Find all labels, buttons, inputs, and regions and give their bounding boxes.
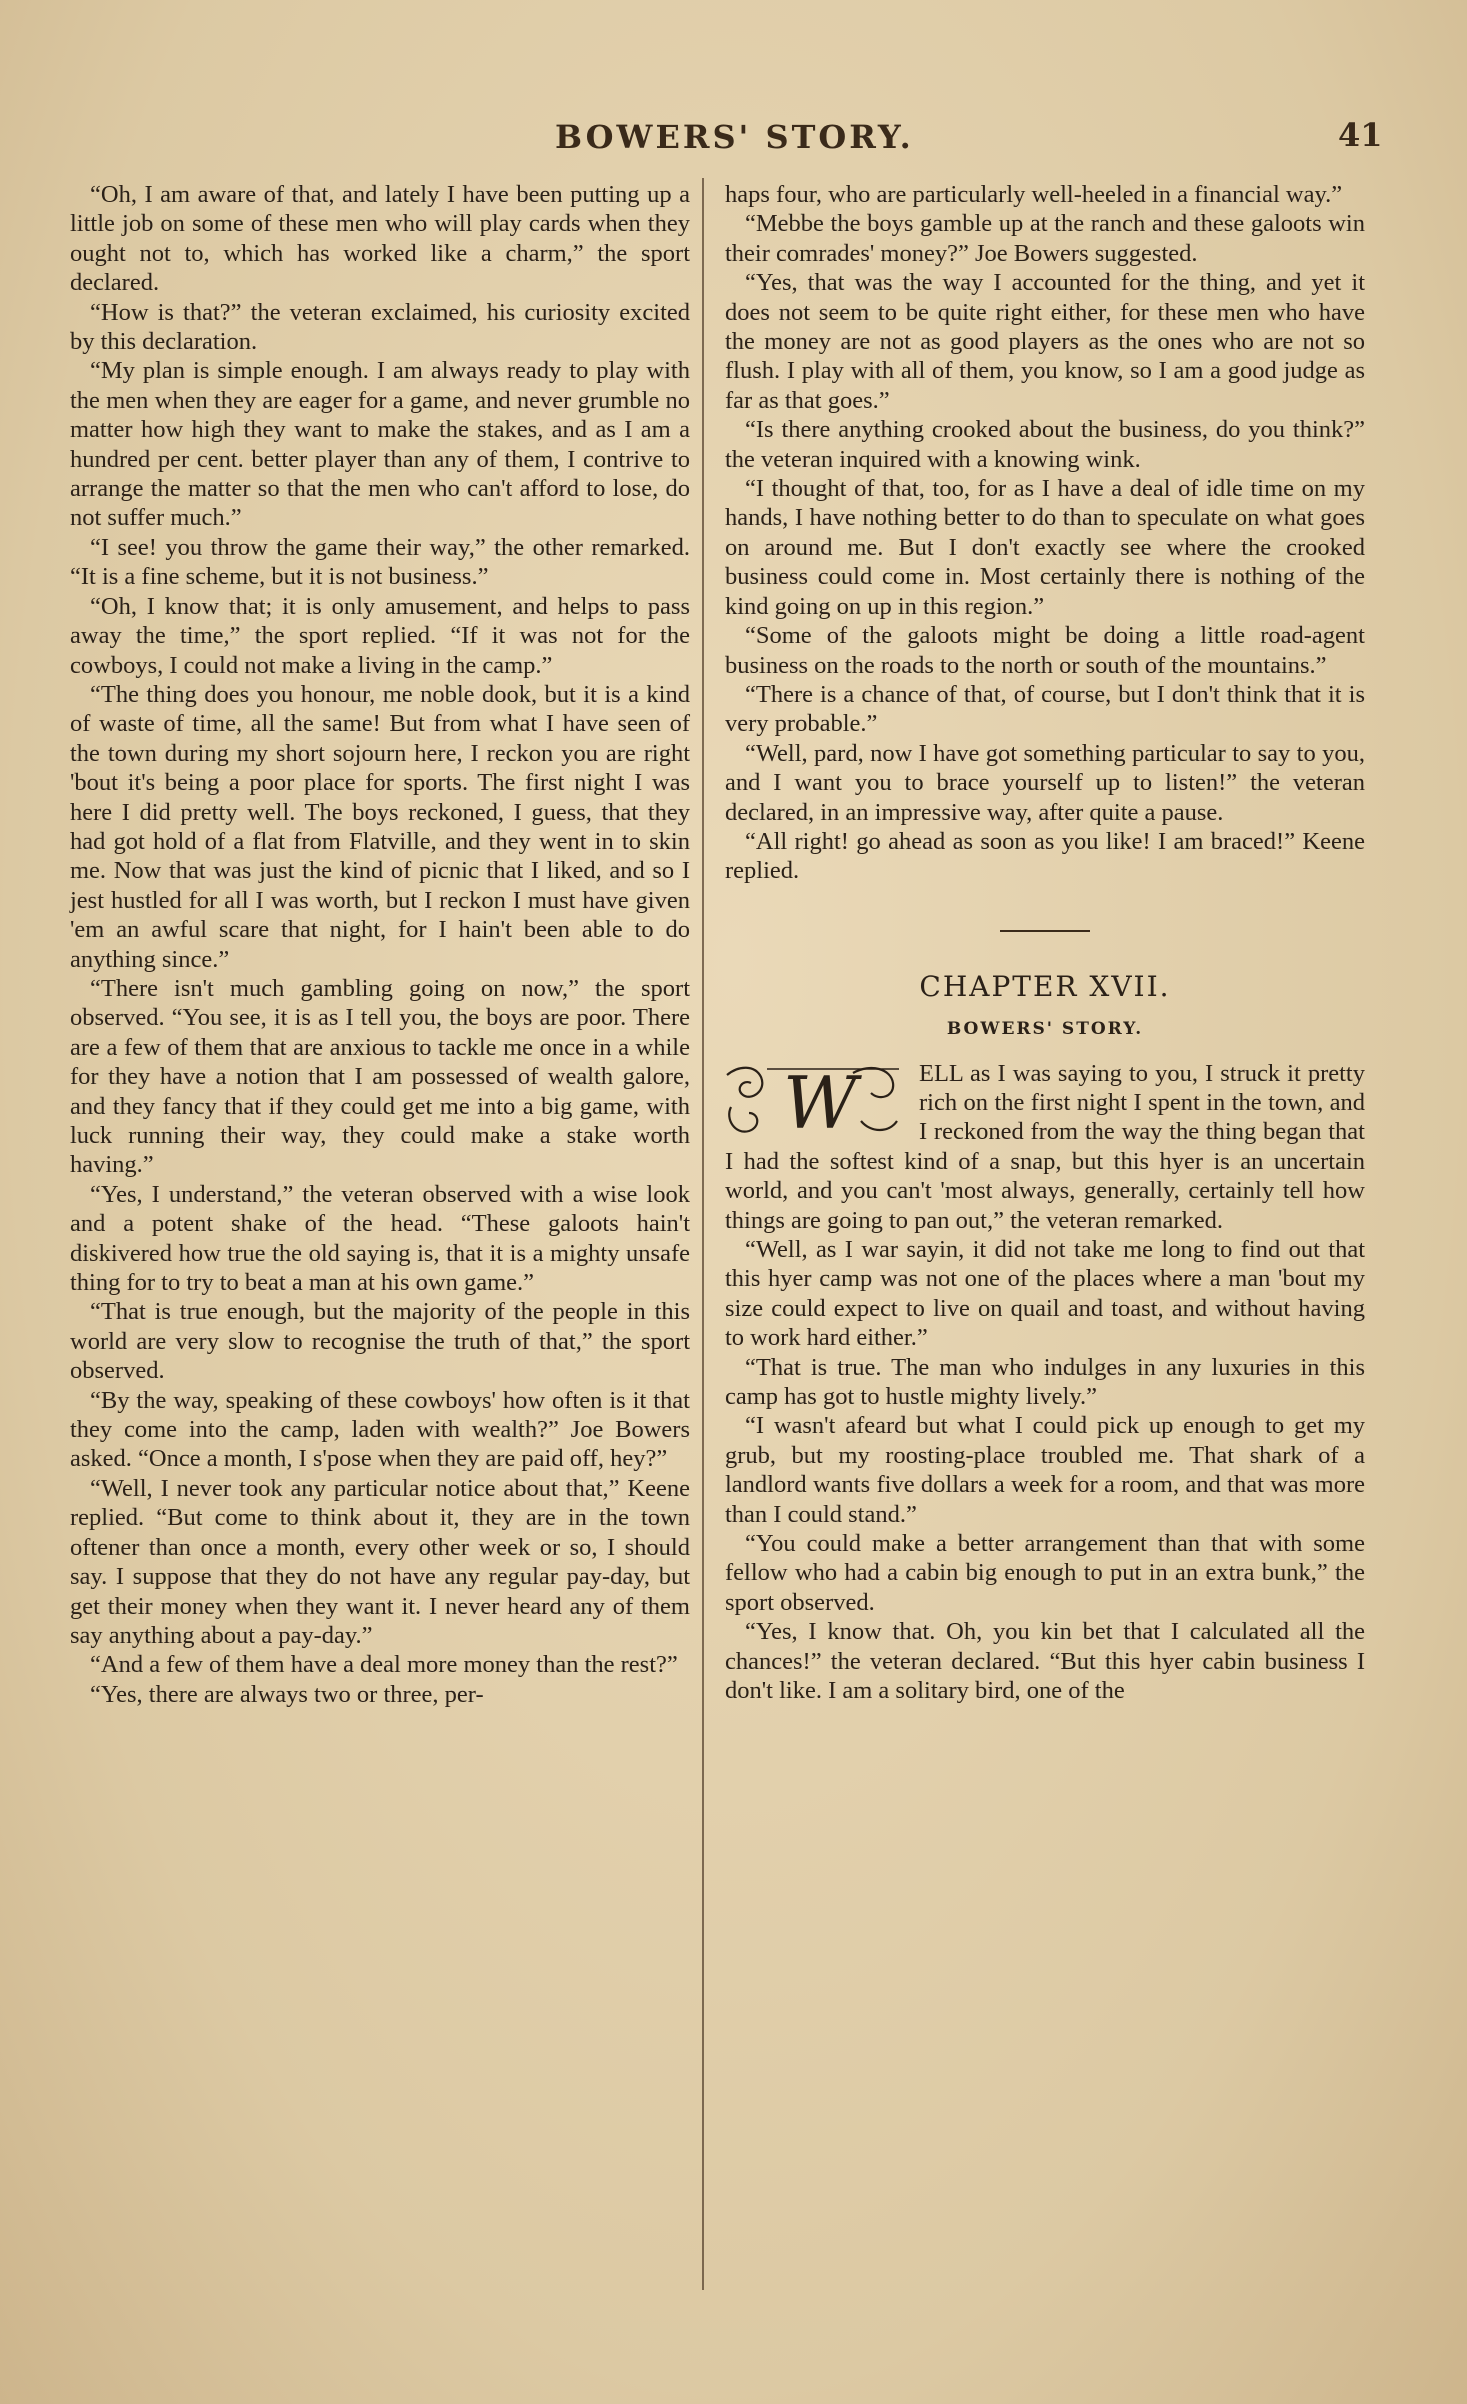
paragraph: “Some of the galoots might be doing a little road-agent business on the roads to the north or south of the mountains.” (725, 622, 1365, 679)
paragraph: “Mebbe the boys gamble up at the ranch and these galoots win their comrades' money?” Joe Bowers suggested. (725, 210, 1365, 267)
dropcap-letter: W (783, 1060, 858, 1145)
paragraph: “All right! go ahead as soon as you like! I am braced!” Keene replied. (725, 827, 1365, 885)
paragraph: “Oh, I know that; it is only amusement, and helps to pass away the time,” the sport replied. “If it was not for the cowboys, I could not make a living in the camp.” (70, 592, 690, 679)
paragraph: “There is a chance of that, of course, but I don't think that it is very probable.” (725, 680, 1365, 738)
left-column (70, 180, 690, 1709)
section-separator (1000, 930, 1090, 932)
chapter-subtitle: BOWERS' STORY. (946, 1019, 1144, 1040)
running-title: BOWERS' STORY. (555, 118, 914, 156)
paragraph: “Yes, that was the way I accounted for the thing, and yet it does not seem to be quite right either, for these men who have the money are not as good players as the ones who are not so flush. I play with all of them, you know, so I am a good judge as far as that goes.” (725, 269, 1365, 414)
paragraph: “I wasn't afeard but what I could pick up enough to get my grub, but my roosting-place troubled me. That shark of a landlord wants five dollars a week for a room, and that was more than I could stand.” (725, 1412, 1365, 1528)
paragraph: “There isn't much gambling going on now,” the sport observed. “You see, it is as I tell you, the boys are poor. There are a few of them that are anxious to tackle me once in a while for they have a notion that I am possessed of wealth galore, and they fancy that if they could get me into a big game, with luck running their way, they could make a stake worth having.” (70, 974, 690, 1179)
paragraph: “Yes, there are always two or three, per- (90, 1680, 484, 1708)
paragraph: “Well, pard, now I have got something particular to say to you, and I want you to brace yourself up to listen!” the veteran declared, in an impressive way, after quite a pause. (725, 739, 1365, 826)
paragraph: “That is true enough, but the majority of the people in this world are very slow to recognise the truth of that,” the sport observed. (70, 1298, 690, 1385)
paragraph: “Yes, I know that. Oh, you kin bet that I calculated all the chances!” the veteran declared. “But this hyer cabin business I don't like. I am a solitary bird, one of the (725, 1618, 1365, 1705)
page-number: 41 (1338, 116, 1383, 154)
paragraph: “Well, I never took any particular notice about that,” Keene replied. “But come to think about it, they are in the town oftener than once a month, every other week or so, I should say. I suppose that they do not have any regular pay-day, but get their money when they want it. I never heard any of them say anything about a pay-day.” (70, 1474, 690, 1649)
paragraph: “Is there anything crooked about the business, do you think?” the veteran inquired with a knowing wink. (725, 416, 1365, 473)
paragraph: “And a few of them have a deal more money than the rest?” (90, 1651, 678, 1679)
paragraph: “I see! you throw the game their way,” the other remarked. “It is a fine scheme, but it is not business.” (70, 533, 690, 591)
paragraph: “Yes, I understand,” the veteran observed with a wise look and a potent shake of the head. “These galoots hain't diskivered how true the old saying is, that it is a mighty unsafe thing for to try to beat a man at his own game.” (70, 1180, 690, 1297)
chapter-title: CHAPTER XVII. (919, 969, 1171, 1003)
paragraph: haps four, who are particularly well-heeled in a financial way.” (725, 181, 1343, 208)
paragraph: “That is true. The man who indulges in any luxuries in this camp has got to hustle mighty lively.” (725, 1353, 1365, 1411)
column-divider (702, 178, 704, 2290)
paragraph: “Well, as I war sayin, it did not take me long to find out that this hyer camp was not one of the places where a man 'bout my size could expect to live on quail and toast, and without having to work hard either.” (725, 1236, 1365, 1352)
paragraph: “My plan is simple enough. I am always ready to play with the men when they are eager for a game, and never grumble no matter how high they want to make the stakes, and as I am a hundred per cent. better player than any of them, I contrive to arrange the matter so that the men who can't afford to lose, do not suffer much.” (70, 357, 690, 532)
paragraph: “I thought of that, too, for as I have a deal of idle time on my hands, I have nothing better to do than to speculate on what goes on around me. But I don't exactly see where the crooked business could come in. Most certainly there is nothing of the kind going on up in this region.” (725, 475, 1365, 620)
paragraph: “Oh, I am aware of that, and lately I have been putting up a little job on some of these men who will play cards when they ought not to, which has worked like a charm,” the sport declared. (70, 181, 690, 297)
paragraph: “You could make a better arrangement than that with some fellow who had a cabin big enough to put in an extra bunk,” the sport observed. (725, 1530, 1365, 1616)
paragraph: “How is that?” the veteran exclaimed, his curiosity excited by this declaration. (70, 298, 690, 356)
paragraph: “The thing does you honour, me noble dook, but it is a kind of waste of time, all the same! But from what I have seen of the town during my short sojourn here, I reckon you are right 'bout it's being a poor place for sports. The first night I was here I did pretty well. The boys reckoned, I guess, that they had got hold of a flat from Flatville, and they went in to skin me. Now that was just the kind of picnic that I liked, and so I jest hustled for all I was worth, but I reckon I must have given 'em an awful scare that night, for I hain't been able to do anything since.” (70, 680, 690, 973)
right-column (725, 180, 1365, 1706)
chapter-first-paragraph (725, 1059, 1365, 1235)
chapter-first-paragraph-text: ELL as I was saying to you, I struck it pretty rich on the first night I spent in the town, and I reckoned from the way the thing began that I had the softest kind of a snap, but this hyer is an uncertain world, and you can't 'most always, generally, certainly tell how things are going to pan out,” the veteran remarked. (725, 1059, 1365, 1234)
running-head (0, 112, 1467, 162)
paragraph: “By the way, speaking of these cowboys' how often is it that they come into the camp, laden with wealth?” Joe Bowers asked. “Once a month, I s'pose when they are paid off, hey?” (70, 1386, 690, 1473)
ornamental-dropcap (721, 1061, 911, 1147)
